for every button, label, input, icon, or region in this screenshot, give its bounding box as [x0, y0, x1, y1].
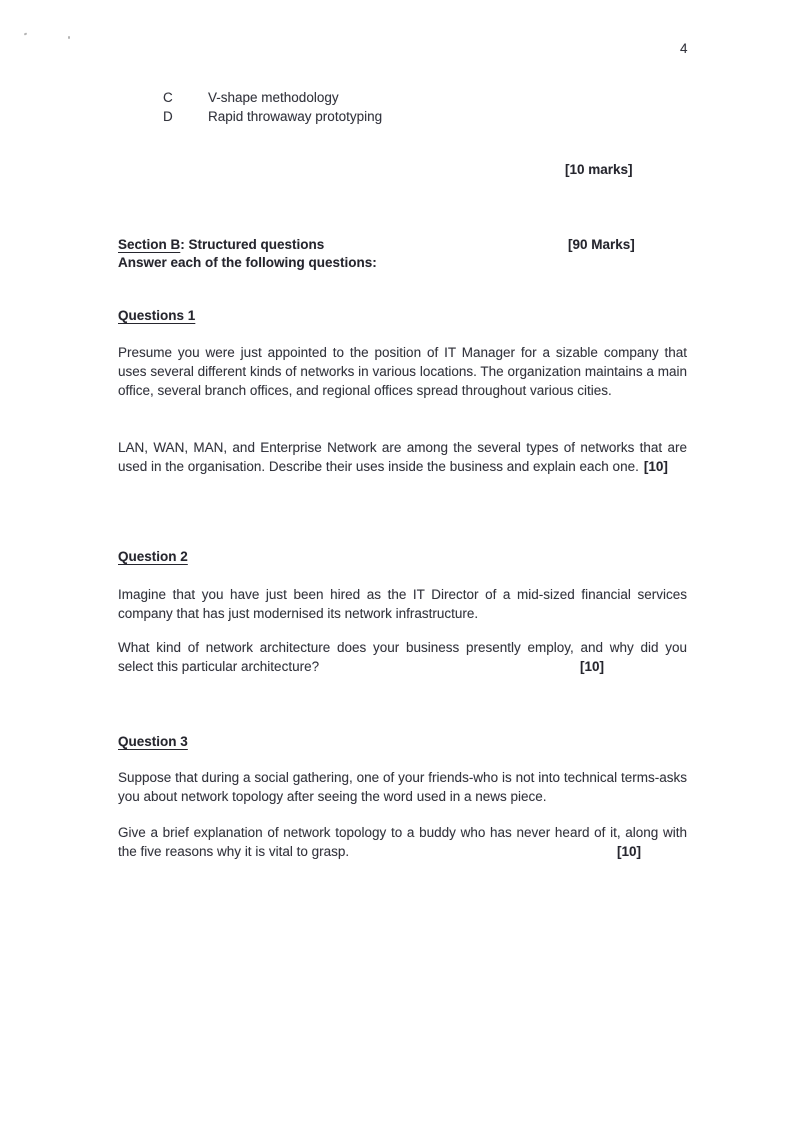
question-1-task-text: LAN, WAN, MAN, and Enterprise Network are among the several types of networks that are used in the organisation. Describe their uses inside the business and explain each one. — [118, 440, 687, 475]
section-b-header — [118, 235, 687, 254]
section-a-marks: [10 marks] — [565, 162, 633, 177]
question-1-marks: [10] — [643, 459, 668, 475]
question-1-heading: Questions 1 — [118, 308, 196, 323]
question-3-heading: Question 3 — [118, 734, 188, 749]
question-3-marks: [10] — [617, 844, 642, 860]
question-2-task — [118, 638, 687, 676]
scan-speck — [68, 36, 70, 39]
question-2-task-text: What kind of network architecture does your business presently employ, and why did you select this particular architecture? — [118, 640, 687, 675]
section-b-instruction: Answer each of the following questions: — [118, 255, 377, 270]
mcq-options — [163, 88, 382, 126]
section-b-title-rest: : Structured questions — [180, 237, 325, 252]
mcq-option-c — [163, 88, 382, 107]
section-b-title-underlined: Section B — [118, 237, 181, 252]
scan-speck — [24, 32, 28, 35]
option-text: V-shape methodology — [208, 90, 339, 105]
mcq-option-d — [163, 107, 382, 126]
question-3-task — [118, 823, 687, 861]
question-3-intro: Suppose that during a social gathering, one of your friends-who is not into technical terms-asks you about network topology after seeing the word used in a news piece. — [118, 770, 687, 805]
question-2-marks: [10] — [580, 659, 605, 675]
question-2-heading: Question 2 — [118, 549, 188, 564]
question-1-task — [118, 438, 687, 476]
page-number: 4 — [680, 41, 688, 56]
option-letter: D — [163, 109, 173, 125]
section-b-title — [118, 237, 324, 252]
question-3-task-text: Give a brief explanation of network topology to a buddy who has never heard of it, along with the five reasons why it is vital to grasp. — [118, 825, 687, 860]
option-text: Rapid throwaway prototyping — [208, 109, 383, 125]
option-letter: C — [163, 90, 173, 105]
section-b-marks: [90 Marks] — [568, 237, 635, 252]
question-2-intro: Imagine that you have just been hired as the IT Director of a mid-sized financial services company that has just modernised its network infrastructure. — [118, 587, 687, 622]
question-1-intro: Presume you were just appointed to the position of IT Manager for a sizable company that uses several different kinds of networks in various locations. The organization maintains a main office, several branch offices, and regional offices spread throughout various cities. — [118, 345, 687, 399]
